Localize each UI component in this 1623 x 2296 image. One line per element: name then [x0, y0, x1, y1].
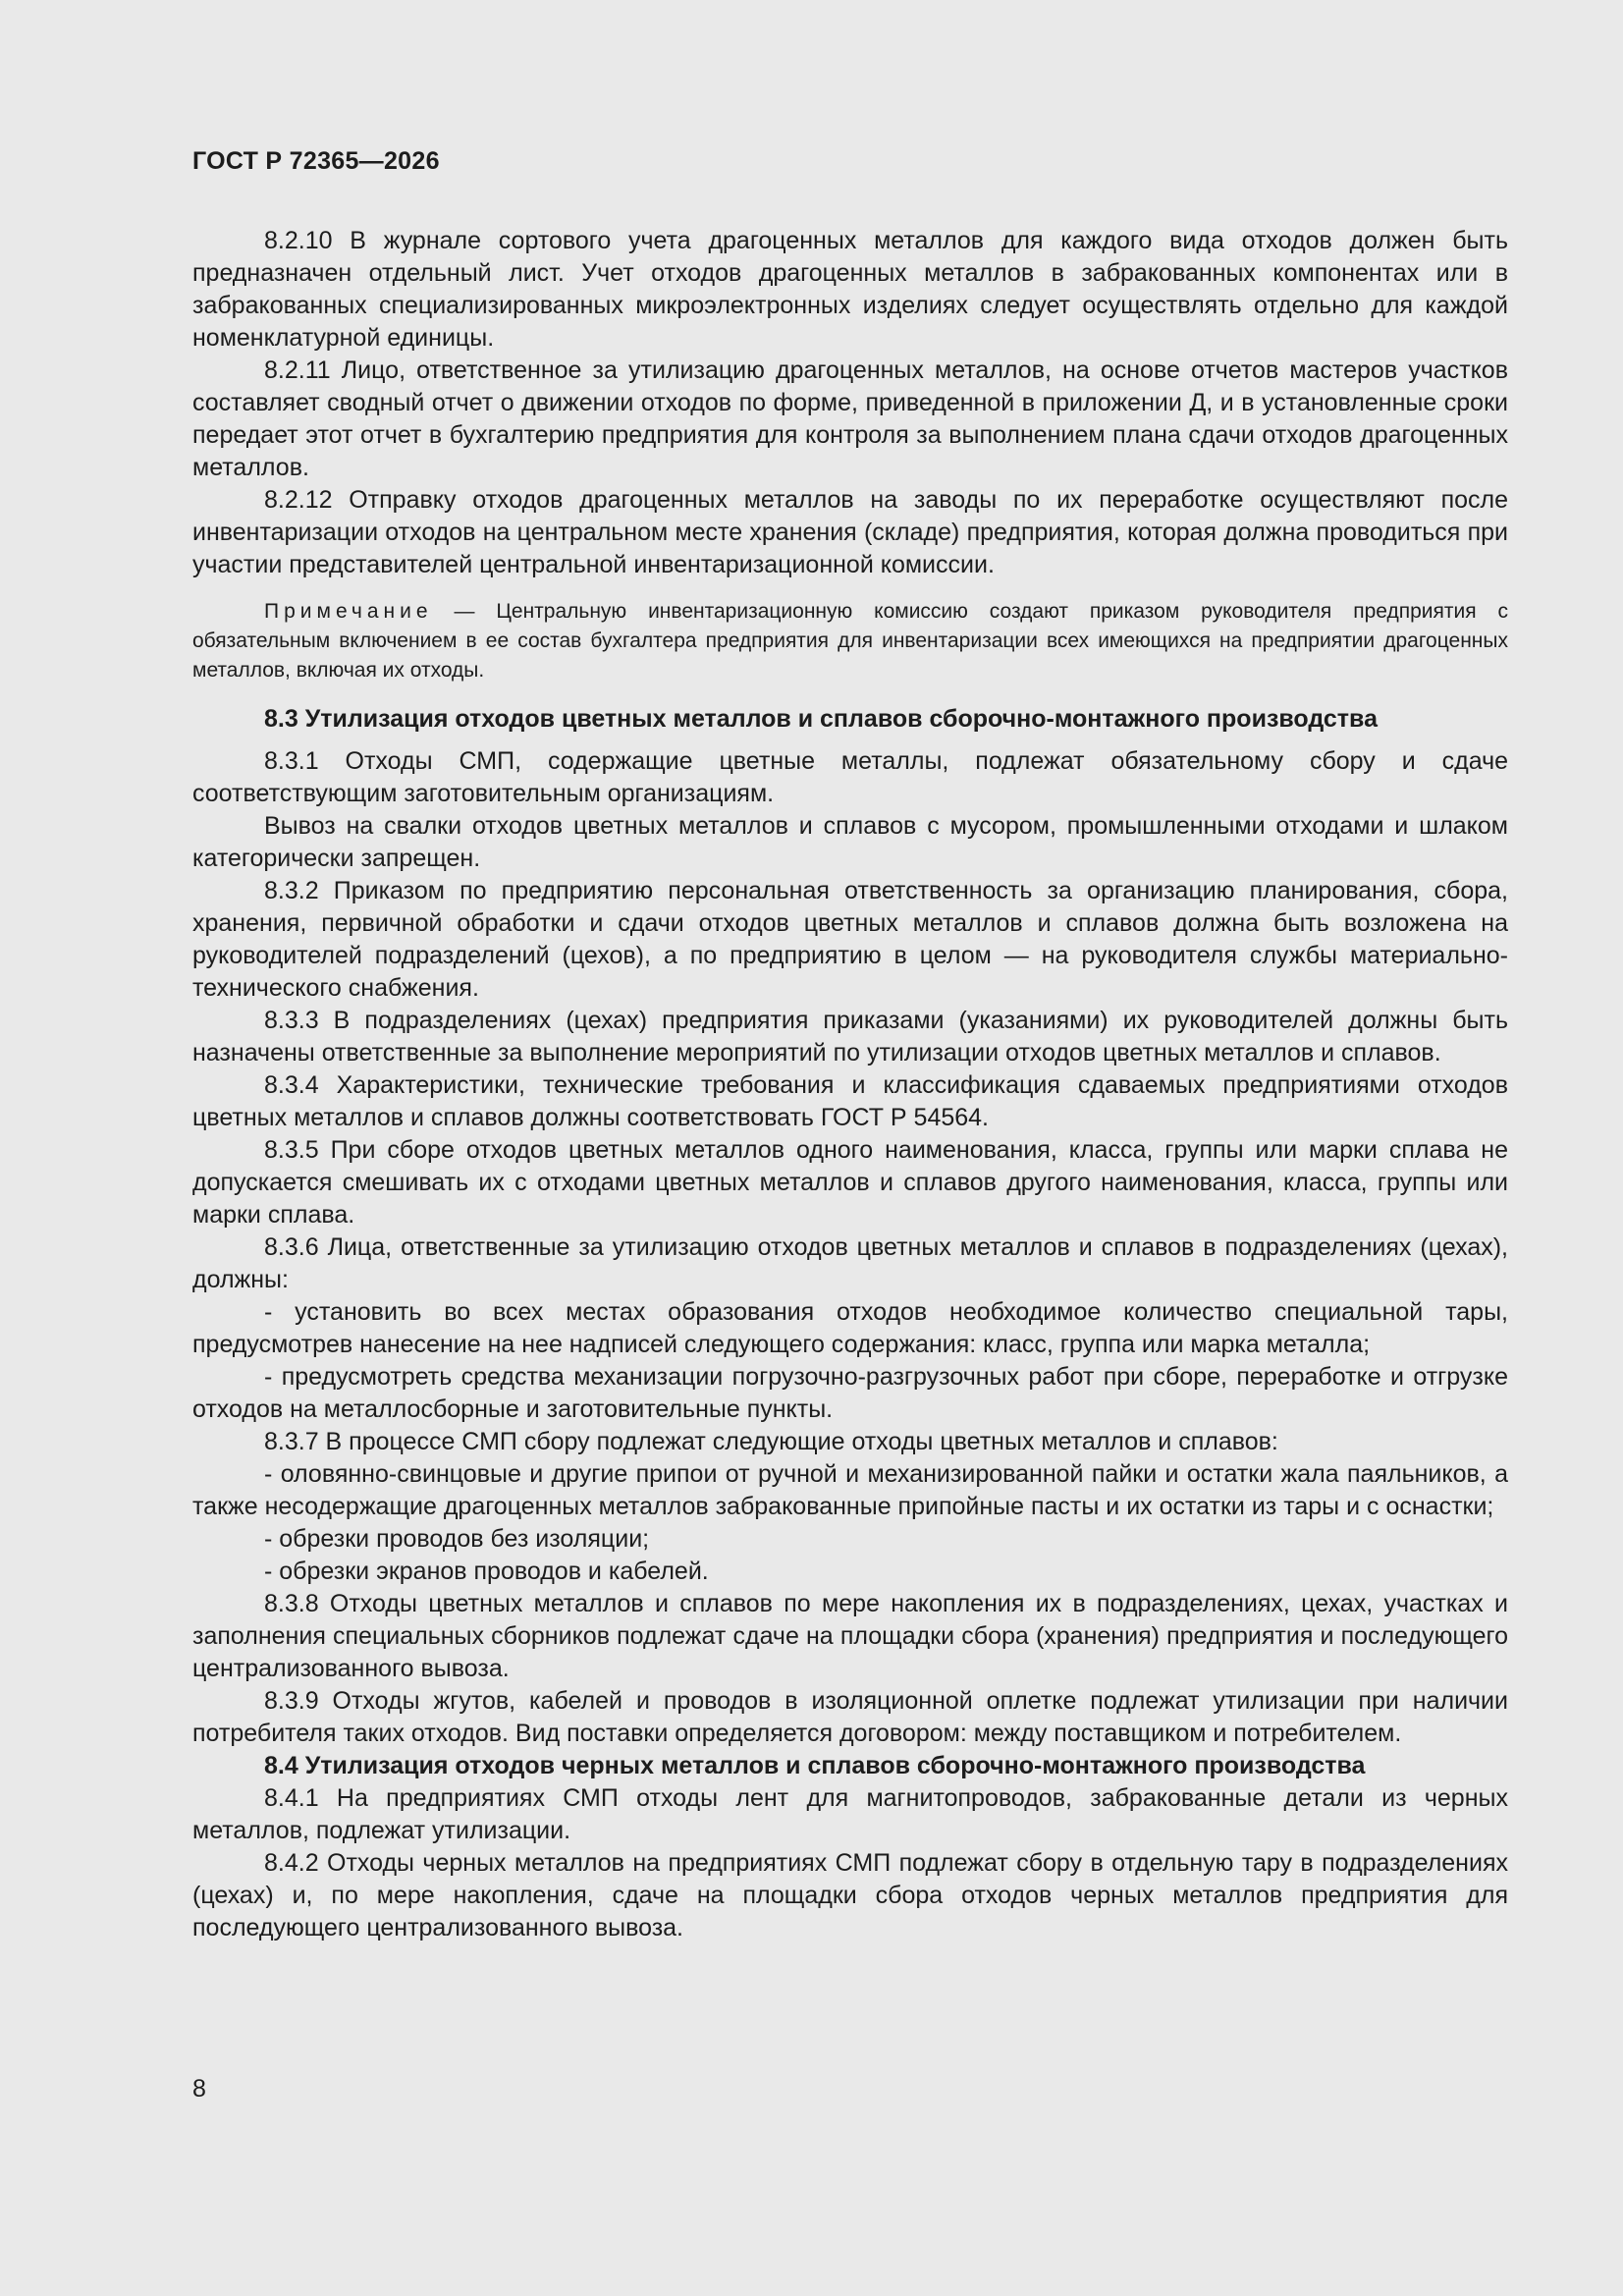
- clause-8-2-10: 8.2.10 В журнале сортового учета драгоценных металлов для каждого вида отходов должен быть предназначен отдельный лист. Учет отходов драгоценных металлов в забракованных компонентах или в забракованных специализированных микроэлектронных изделиях следует осуществлять отдельно для каждой номенклатурной единицы.: [192, 227, 1508, 352]
- clause-8-3-7: 8.3.7 В процессе СМП сбору подлежат следующие отходы цветных металлов и сплавов:: [264, 1428, 1278, 1455]
- note-label: Примечание: [264, 600, 433, 623]
- clause-8-3-2: 8.3.2 Приказом по предприятию персональная ответственность за организацию планирования, сбора, хранения, первичной обработки и сдачи отходов цветных металлов и сплавов должна быть возложена на руководителей подразделений (цехов), а по предприятию в целом — на руководителя службы материально-технического снабжения.: [192, 877, 1508, 1002]
- page-number: 8: [192, 2075, 206, 2103]
- list-item: - обрезки проводов без изоляции;: [264, 1525, 650, 1553]
- list-item: - оловянно-свинцовые и другие припои от ручной и механизированной пайки и остатки жала паяльников, а также несодержащие драгоценных металлов забракованные припойные пасты и их остатки из тары и с оснастки;: [192, 1460, 1508, 1520]
- clause-8-3-9: 8.3.9 Отходы жгутов, кабелей и проводов в изоляционной оплетке подлежат утилизации при наличии потребителя таких отходов. Вид поставки определяется договором: между поставщиком и потребителем.: [192, 1687, 1508, 1747]
- section-heading-8-4: 8.4 Утилизация отходов черных металлов и сплавов сборочно-монтажного производства: [264, 1752, 1366, 1779]
- document-body: [192, 225, 1508, 1944]
- note: [192, 597, 1508, 685]
- note-text: — Центральную инвентаризационную комиссию создают приказом руководителя предприятия с обязательным включением в ее состав бухгалтера предприятия для инвентаризации всех имеющихся на предприятии драгоценных металлов, включая их отходы.: [192, 600, 1508, 682]
- section-heading-8-3: 8.3 Утилизация отходов цветных металлов и сплавов сборочно-монтажного производства: [264, 705, 1378, 733]
- clause-8-3-1-continuation: Вывоз на свалки отходов цветных металлов и сплавов с мусором, промышленными отходами и шлаком категорически запрещен.: [192, 812, 1508, 872]
- clause-8-2-11: 8.2.11 Лицо, ответственное за утилизацию драгоценных металлов, на основе отчетов мастеров участков составляет сводный отчет о движении отходов по форме, приведенной в приложении Д, и в установленные сроки передает этот отчет в бухгалтерию предприятия для контроля за выполнением плана сдачи отходов драгоценных металлов.: [192, 356, 1508, 481]
- clause-8-4-1: 8.4.1 На предприятиях СМП отходы лент для магнитопроводов, забракованные детали из черных металлов, подлежат утилизации.: [192, 1784, 1508, 1844]
- list-item: - предусмотреть средства механизации погрузочно-разгрузочных работ при сборе, переработке и отгрузке отходов на металлосборные и заготовительные пункты.: [192, 1363, 1508, 1423]
- clause-8-3-3: 8.3.3 В подразделениях (цехах) предприятия приказами (указаниями) их руководителей должны быть назначены ответственные за выполнение мероприятий по утилизации отходов цветных металлов и сплавов.: [192, 1007, 1508, 1066]
- document-header: ГОСТ Р 72365—2026: [192, 147, 440, 175]
- list-item: - обрезки экранов проводов и кабелей.: [264, 1558, 709, 1585]
- clause-8-3-4: 8.3.4 Характеристики, технические требования и классификация сдаваемых предприятиями отходов цветных металлов и сплавов должны соответствовать ГОСТ Р 54564.: [192, 1071, 1508, 1131]
- clause-8-3-8: 8.3.8 Отходы цветных металлов и сплавов по мере накопления их в подразделениях, цехах, участках и заполнения специальных сборников подлежат сдаче на площадки сбора (хранения) предприятия и последующего централизованного вывоза.: [192, 1590, 1508, 1682]
- clause-8-3-1: 8.3.1 Отходы СМП, содержащие цветные металлы, подлежат обязательному сбору и сдаче соответствующим заготовительным организациям.: [192, 747, 1508, 807]
- clause-8-4-2: 8.4.2 Отходы черных металлов на предприятиях СМП подлежат сбору в отдельную тару в подразделениях (цехах) и, по мере накопления, сдаче на площадки сбора отходов черных металлов предприятия для последующего централизованного вывоза.: [192, 1849, 1508, 1941]
- clause-8-2-12: 8.2.12 Отправку отходов драгоценных металлов на заводы по их переработке осуществляют после инвентаризации отходов на центральном месте хранения (складе) предприятия, которая должна проводиться при участии представителей центральной инвентаризационной комиссии.: [192, 486, 1508, 578]
- list-item: - установить во всех местах образования отходов необходимое количество специальной тары, предусмотрев нанесение на нее надписей следующего содержания: класс, группа или марка металла;: [192, 1298, 1508, 1358]
- clause-8-3-5: 8.3.5 При сборе отходов цветных металлов одного наименования, класса, группы или марки сплава не допускается смешивать их с отходами цветных металлов и сплавов другого наименования, класса, группы или марки сплава.: [192, 1136, 1508, 1229]
- clause-8-3-6: 8.3.6 Лица, ответственные за утилизацию отходов цветных металлов и сплавов в подразделениях (цехах), должны:: [192, 1233, 1508, 1293]
